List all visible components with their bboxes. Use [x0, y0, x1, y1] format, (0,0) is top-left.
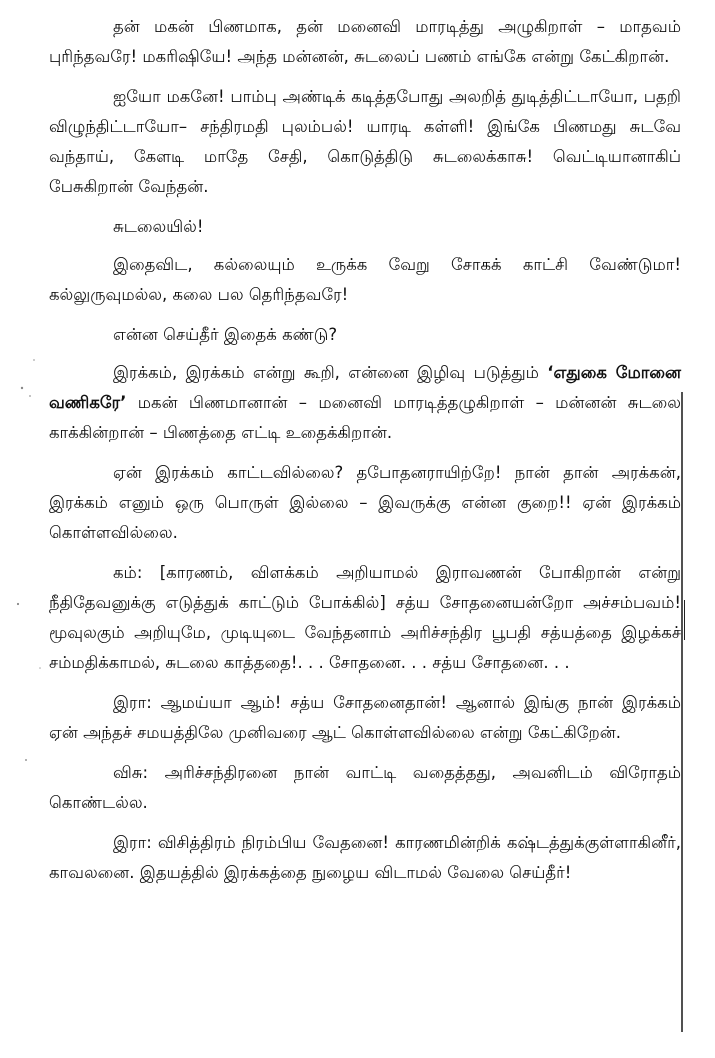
body-text: [49, 12, 681, 898]
paragraph-5: என்ன செய்தீர் இதைக் கண்டு?: [113, 325, 338, 344]
paragraph-3: சுடலையில்!: [113, 217, 204, 236]
margin-binding-line: [681, 392, 683, 1032]
paragraph-4: இதைவிட, கல்லையும் உருக்க வேறு சோகக் காட்சி வேண்டுமா! கல்லுருவுமல்ல, கலை பல தெரிந்தவரே!: [49, 255, 681, 304]
paragraph-10: விசு: அரிச்சந்திரனை நான் வாட்டி வதைத்தது, அவனிடம் விரோதம் கொண்டல்ல.: [49, 763, 681, 812]
paragraph-2: ஐயோ மகனே! பாம்பு அண்டிக் கடித்தபோது அலறித் துடித்திட்டாயோ, பதறி விழுந்திட்டாயோ– சந்திரமதி புலம்பல்! யாரடி கள்ளி! இங்கே பிணமது சுடவே வந்தாய், கேளடி மாதே சேதி, கொடுத்திடு சுடலைக்காசு! வெட்டியானாகிப் பேசுகிறான் வேந்தன்.: [49, 87, 681, 196]
paragraph-7: ஏன் இரக்கம் காட்டவில்லை? தபோதனராயிற்றே! நான் தான் அரக்கன், இரக்கம் எனும் ஒரு பொருள் இல்லை – இவருக்கு என்ன குறை!! ஏன் இரக்கம் கொள்ளவில்லை.: [49, 463, 681, 542]
paragraph-11: இரா: விசித்திரம் நிரம்பிய வேதனை! காரணமின்றிக் கஷ்டத்துக்குள்ளாகினீர், காவலனை. இதயத்தில் இரக்கத்தை நுழைய விடாமல் வேலை செய்தீர்!: [49, 833, 681, 882]
paragraph-6: [49, 358, 681, 448]
paragraph-8: கம்: [காரணம், விளக்கம் அறியாமல் இராவணன் போகிறான் என்று நீதிதேவனுக்கு எடுத்துக் காட்டும் போக்கில்] சத்ய சோதனையன்றோ அச்சம்பவம்! மூவுலகும் அறியுமே, முடியுடை வேந்தனாம் அரிச்சந்திர பூபதி சத்யத்தை இழக்கச் சம்மதிக்காமல், சுடலை காத்ததை!. . . சோதனை. . . சத்ய சோதனை. . .: [49, 563, 681, 672]
margin-binding-mark: [684, 600, 685, 640]
paragraph-6-rest: மகன் பிணமானான் – மனைவி மாரடித்தழுகிறாள் – மன்னன் சுடலை காக்கின்றான் – பிணத்தை எட்டி உதைக்கிறான்.: [49, 393, 681, 442]
paragraph-6-emphasis: ‘எதுகை மோனை வணிகரே’: [49, 363, 681, 412]
paragraph-6-lead: இரக்கம், இரக்கம் என்று கூறி, என்னை இழிவு படுத்தும்: [113, 363, 548, 382]
paragraph-9: இரா: ஆமய்யா ஆம்! சத்ய சோதனைதான்! ஆனால் இங்கு நான் இரக்கம் ஏன் அந்தச் சமயத்திலே முனிவரை ஆட் கொள்ளவில்லை என்று கேட்கிறேன்.: [49, 693, 681, 742]
paragraph-1: தன் மகன் பிணமாக, தன் மனைவி மாரடித்து அழுகிறாள் – மாதவம் புரிந்தவரே! மகரிஷியே! அந்த மன்னன், சுடலைப் பணம் எங்கே என்று கேட்கிறான்.: [49, 17, 681, 66]
